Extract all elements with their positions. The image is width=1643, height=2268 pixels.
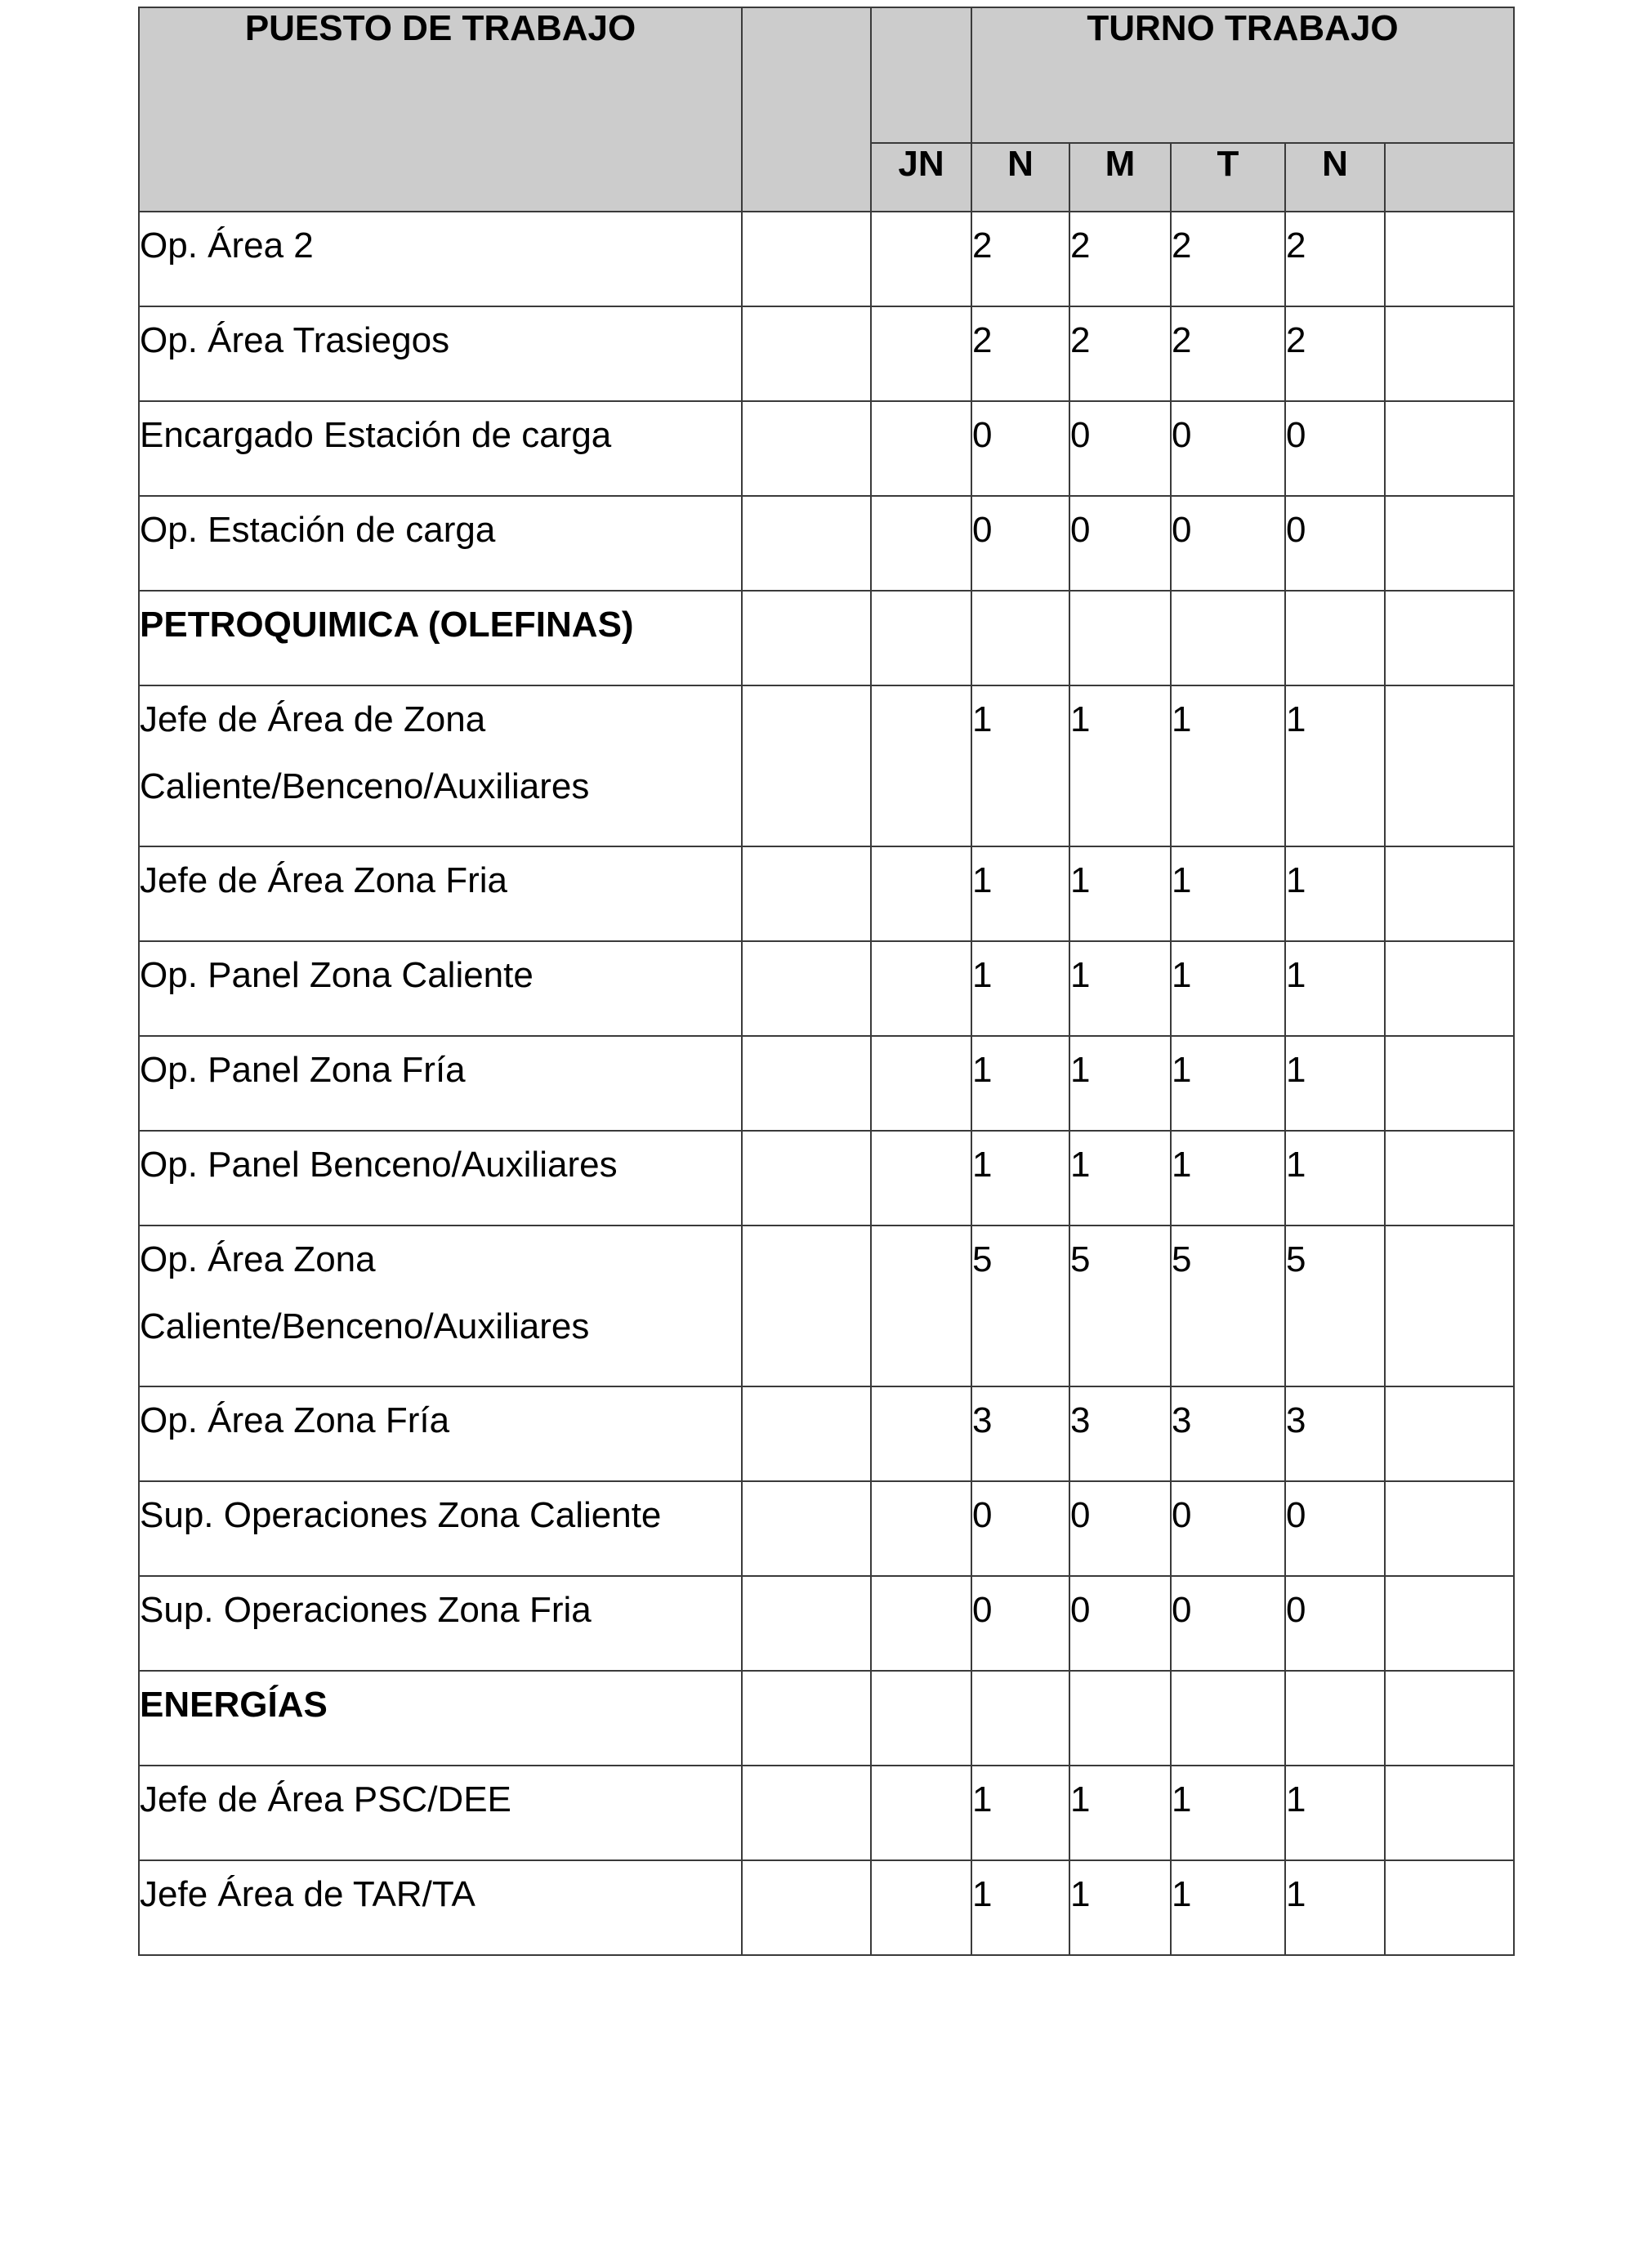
job-title-cell: Op. Panel Zona Caliente <box>139 941 742 1036</box>
t-cell: 1 <box>1171 846 1285 941</box>
m-cell: 0 <box>1069 401 1171 496</box>
n-cell: 5 <box>971 1226 1069 1386</box>
blank-cell <box>742 1386 871 1481</box>
n-cell <box>971 1671 1069 1766</box>
header-blank-end <box>1385 143 1514 212</box>
table-row <box>139 591 1514 685</box>
n2-cell: 3 <box>1285 1386 1385 1481</box>
t-cell: 2 <box>1171 212 1285 306</box>
jn-cell <box>871 1131 971 1226</box>
blank-cell <box>742 212 871 306</box>
blank-cell <box>742 1576 871 1671</box>
n-cell: 1 <box>971 1860 1069 1955</box>
n2-cell: 0 <box>1285 401 1385 496</box>
blank-end-cell <box>1385 846 1514 941</box>
t-cell: 0 <box>1171 401 1285 496</box>
blank-cell <box>742 1481 871 1576</box>
n-cell: 0 <box>971 496 1069 591</box>
n-cell: 2 <box>971 306 1069 401</box>
t-cell: 0 <box>1171 1481 1285 1576</box>
n-cell: 0 <box>971 1481 1069 1576</box>
t-cell: 1 <box>1171 1860 1285 1955</box>
m-cell: 1 <box>1069 685 1171 846</box>
n-cell <box>971 591 1069 685</box>
table-row <box>139 1226 1514 1386</box>
jn-cell <box>871 212 971 306</box>
table-row <box>139 941 1514 1036</box>
job-title-cell: Sup. Operaciones Zona Fria <box>139 1576 742 1671</box>
t-cell: 1 <box>1171 1131 1285 1226</box>
job-title-cell: Jefe de Área PSC/DEE <box>139 1766 742 1860</box>
m-cell: 5 <box>1069 1226 1171 1386</box>
m-cell <box>1069 1671 1171 1766</box>
blank-cell <box>742 846 871 941</box>
m-cell: 1 <box>1069 1036 1171 1131</box>
m-cell <box>1069 591 1171 685</box>
jn-cell <box>871 1481 971 1576</box>
n2-cell: 1 <box>1285 1860 1385 1955</box>
jn-cell <box>871 591 971 685</box>
table-row <box>139 1036 1514 1131</box>
t-cell: 0 <box>1171 1576 1285 1671</box>
m-cell: 1 <box>1069 1860 1171 1955</box>
n2-cell: 2 <box>1285 306 1385 401</box>
blank-cell <box>742 1671 871 1766</box>
n2-cell: 0 <box>1285 1481 1385 1576</box>
m-cell: 2 <box>1069 212 1171 306</box>
blank-end-cell <box>1385 1131 1514 1226</box>
job-title-cell: Jefe de Área de Zona Caliente/Benceno/Auxiliares <box>139 685 742 846</box>
header-n2: N <box>1285 143 1385 212</box>
blank-cell <box>742 401 871 496</box>
table-row <box>139 496 1514 591</box>
m-cell: 0 <box>1069 496 1171 591</box>
m-cell: 0 <box>1069 1576 1171 1671</box>
jn-cell <box>871 1576 971 1671</box>
table-row <box>139 685 1514 846</box>
n2-cell: 1 <box>1285 941 1385 1036</box>
blank-end-cell <box>1385 1671 1514 1766</box>
blank-end-cell <box>1385 1766 1514 1860</box>
header-blank-jn <box>871 7 971 143</box>
jn-cell <box>871 1226 971 1386</box>
blank-cell <box>742 685 871 846</box>
jn-cell <box>871 496 971 591</box>
blank-end-cell <box>1385 212 1514 306</box>
jn-cell <box>871 1386 971 1481</box>
blank-cell <box>742 941 871 1036</box>
table-row <box>139 1576 1514 1671</box>
blank-cell <box>742 1036 871 1131</box>
t-cell: 5 <box>1171 1226 1285 1386</box>
n2-cell: 0 <box>1285 496 1385 591</box>
blank-end-cell <box>1385 401 1514 496</box>
n-cell: 1 <box>971 685 1069 846</box>
job-title-cell: Op. Panel Zona Fría <box>139 1036 742 1131</box>
m-cell: 2 <box>1069 306 1171 401</box>
n2-cell: 1 <box>1285 685 1385 846</box>
m-cell: 1 <box>1069 941 1171 1036</box>
jn-cell <box>871 941 971 1036</box>
table-row <box>139 1671 1514 1766</box>
blank-end-cell <box>1385 941 1514 1036</box>
jn-cell <box>871 1860 971 1955</box>
blank-end-cell <box>1385 1860 1514 1955</box>
n-cell: 1 <box>971 1766 1069 1860</box>
n2-cell: 0 <box>1285 1576 1385 1671</box>
blank-end-cell <box>1385 1481 1514 1576</box>
blank-end-cell <box>1385 1036 1514 1131</box>
jn-cell <box>871 685 971 846</box>
table-row <box>139 1860 1514 1955</box>
n2-cell: 1 <box>1285 846 1385 941</box>
blank-end-cell <box>1385 306 1514 401</box>
table-row <box>139 1131 1514 1226</box>
job-title-cell: Op. Estación de carga <box>139 496 742 591</box>
table-row <box>139 1766 1514 1860</box>
header-n: N <box>971 143 1069 212</box>
n-cell: 1 <box>971 1036 1069 1131</box>
t-cell: 0 <box>1171 496 1285 591</box>
t-cell: 3 <box>1171 1386 1285 1481</box>
staffing-table <box>138 7 1515 1956</box>
m-cell: 1 <box>1069 1131 1171 1226</box>
header-turno: TURNO TRABAJO <box>971 7 1514 143</box>
job-title-cell: Sup. Operaciones Zona Caliente <box>139 1481 742 1576</box>
n2-cell: 1 <box>1285 1766 1385 1860</box>
n-cell: 1 <box>971 1131 1069 1226</box>
t-cell: 2 <box>1171 306 1285 401</box>
job-title-cell: Op. Área Trasiegos <box>139 306 742 401</box>
n-cell: 1 <box>971 846 1069 941</box>
job-title-cell: Op. Área 2 <box>139 212 742 306</box>
t-cell <box>1171 591 1285 685</box>
header-blank <box>742 7 871 212</box>
job-title-cell: Jefe de Área Zona Fria <box>139 846 742 941</box>
blank-cell <box>742 1860 871 1955</box>
n2-cell: 1 <box>1285 1131 1385 1226</box>
n2-cell: 1 <box>1285 1036 1385 1131</box>
section-heading: PETROQUIMICA (OLEFINAS) <box>139 591 742 685</box>
blank-cell <box>742 306 871 401</box>
blank-end-cell <box>1385 685 1514 846</box>
blank-cell <box>742 591 871 685</box>
blank-cell <box>742 1226 871 1386</box>
jn-cell <box>871 401 971 496</box>
header-m: M <box>1069 143 1171 212</box>
blank-cell <box>742 1131 871 1226</box>
table-row <box>139 846 1514 941</box>
blank-end-cell <box>1385 591 1514 685</box>
jn-cell <box>871 1036 971 1131</box>
header-jn: JN <box>871 143 971 212</box>
t-cell: 1 <box>1171 1036 1285 1131</box>
job-title-cell: Op. Panel Benceno/Auxiliares <box>139 1131 742 1226</box>
blank-end-cell <box>1385 1576 1514 1671</box>
n-cell: 3 <box>971 1386 1069 1481</box>
table-row <box>139 1481 1514 1576</box>
job-title-cell: Jefe Área de TAR/TA <box>139 1860 742 1955</box>
blank-cell <box>742 496 871 591</box>
table-row <box>139 1386 1514 1481</box>
job-title-cell: Encargado Estación de carga <box>139 401 742 496</box>
m-cell: 0 <box>1069 1481 1171 1576</box>
header-puesto: PUESTO DE TRABAJO <box>139 7 742 212</box>
m-cell: 1 <box>1069 1766 1171 1860</box>
jn-cell <box>871 1671 971 1766</box>
job-title-cell: Op. Área Zona Fría <box>139 1386 742 1481</box>
table-row <box>139 212 1514 306</box>
blank-end-cell <box>1385 496 1514 591</box>
job-title-cell: Op. Área Zona Caliente/Benceno/Auxiliares <box>139 1226 742 1386</box>
t-cell <box>1171 1671 1285 1766</box>
n2-cell: 2 <box>1285 212 1385 306</box>
m-cell: 3 <box>1069 1386 1171 1481</box>
jn-cell <box>871 306 971 401</box>
jn-cell <box>871 1766 971 1860</box>
n-cell: 0 <box>971 1576 1069 1671</box>
n-cell: 2 <box>971 212 1069 306</box>
n2-cell <box>1285 591 1385 685</box>
m-cell: 1 <box>1069 846 1171 941</box>
n-cell: 0 <box>971 401 1069 496</box>
n-cell: 1 <box>971 941 1069 1036</box>
t-cell: 1 <box>1171 1766 1285 1860</box>
table-body <box>139 212 1514 1955</box>
section-heading: ENERGÍAS <box>139 1671 742 1766</box>
table-row <box>139 401 1514 496</box>
t-cell: 1 <box>1171 941 1285 1036</box>
n2-cell: 5 <box>1285 1226 1385 1386</box>
table-row <box>139 306 1514 401</box>
jn-cell <box>871 846 971 941</box>
header-t: T <box>1171 143 1285 212</box>
blank-cell <box>742 1766 871 1860</box>
t-cell: 1 <box>1171 685 1285 846</box>
n2-cell <box>1285 1671 1385 1766</box>
blank-end-cell <box>1385 1386 1514 1481</box>
blank-end-cell <box>1385 1226 1514 1386</box>
